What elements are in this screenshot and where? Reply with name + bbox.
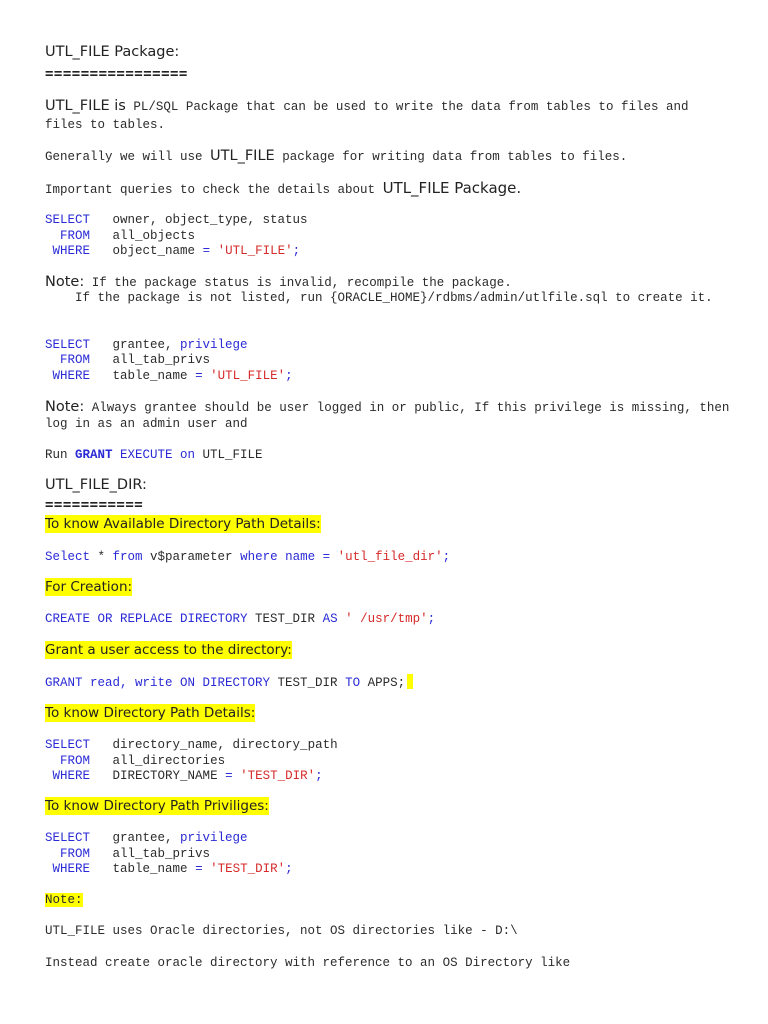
q2-select-line <box>45 337 248 353</box>
note2-line-2: log in as an admin user and <box>45 417 248 431</box>
keyword: from <box>112 550 143 564</box>
keyword: WHERE <box>52 369 91 383</box>
keyword: FROM <box>60 353 91 367</box>
tail-line-2: Instead create oracle directory with reference to an OS Directory like <box>45 956 571 970</box>
section-title-utl-file: UTL_FILE Package: <box>45 44 180 60</box>
note-label: Note: <box>45 274 85 290</box>
q4-line <box>45 611 435 627</box>
keyword: GRANT read, write ON DIRECTORY <box>45 676 271 690</box>
keyword: EXECUTE on <box>112 448 196 462</box>
semicolon: ; <box>292 244 301 258</box>
object-name: UTL_FILE <box>195 448 263 462</box>
operator: = <box>187 862 211 876</box>
intro-emphasis: UTL_FILE is <box>45 98 126 114</box>
semicolon: ; <box>285 369 293 383</box>
tail-line-1: UTL_FILE uses Oracle directories, not OS directories like - D:\ <box>45 924 518 938</box>
operator: = <box>217 769 241 783</box>
string-literal: 'UTL_FILE' <box>217 244 293 258</box>
run-text: Run <box>45 448 76 462</box>
keyword: privilege <box>180 338 248 352</box>
q6-where-line <box>45 768 323 784</box>
string-literal: 'utl_file_dir' <box>330 550 443 564</box>
semicolon: ; <box>315 769 323 783</box>
section-rule: ================ <box>45 66 188 82</box>
table: all_tab_privs <box>112 847 211 861</box>
note-text: Always grantee should be user logged in or public, If this privilege is missing, then <box>84 401 730 415</box>
keyword: WHERE <box>52 769 91 783</box>
note3-line <box>45 892 83 908</box>
string-literal: 'TEST_DIR' <box>210 862 286 876</box>
operator: = <box>195 244 218 258</box>
general-emphasis: UTL_FILE <box>210 148 275 164</box>
string-literal: 'UTL_FILE' <box>210 369 286 383</box>
operator: * <box>90 550 113 564</box>
highlighted-heading: To know Directory Path Priviliges: <box>45 798 269 814</box>
heading-path-details <box>45 705 255 722</box>
important-emphasis: UTL_FILE Package. <box>382 179 522 197</box>
heading-available-path <box>45 516 321 533</box>
directory-name: TEST_DIR <box>270 676 346 690</box>
intro-line-1 <box>45 98 688 115</box>
important-text: Important queries to check the details about <box>45 183 383 197</box>
q3-line <box>45 549 450 565</box>
q1-where-line <box>45 243 300 259</box>
q6-from-line <box>45 753 225 769</box>
keyword: SELECT <box>45 338 91 352</box>
q1-from-line <box>45 228 195 244</box>
heading-grant-access <box>45 642 292 659</box>
column: table_name <box>112 862 188 876</box>
highlighted-heading: To know Directory Path Details: <box>45 705 256 721</box>
heading-for-creation <box>45 579 132 596</box>
keyword: CREATE OR REPLACE DIRECTORY <box>45 612 248 626</box>
general-text-a: Generally we will use <box>45 150 211 164</box>
general-text-c: package for writing data from tables to files. <box>274 150 628 164</box>
q2-where-line <box>45 368 293 384</box>
keyword: TO <box>345 676 361 690</box>
highlighted-heading: Grant a user access to the directory: <box>45 642 292 658</box>
string-literal: 'TEST_DIR' <box>240 769 316 783</box>
text-cursor <box>407 674 413 689</box>
keyword: where name = <box>240 550 331 564</box>
q6-select-line <box>45 737 338 753</box>
section-title-utl-file-dir: UTL_FILE_DIR: <box>45 477 147 493</box>
columns: owner, object_type, status <box>112 213 308 227</box>
q1-select-line <box>45 212 308 228</box>
keyword: Select <box>45 550 91 564</box>
operator: = <box>187 369 211 383</box>
keyword: FROM <box>60 754 91 768</box>
important-line <box>45 180 521 198</box>
keyword: FROM <box>60 847 91 861</box>
highlighted-heading: To know Available Directory Path Details: <box>45 516 321 532</box>
column: DIRECTORY_NAME <box>112 769 218 783</box>
note1-line-2: If the package is not listed, run {ORACLE_HOME}/rdbms/admin/utlfile.sql to create it. <box>45 291 713 305</box>
grantee-name: APPS; <box>360 676 406 690</box>
general-line <box>45 148 627 165</box>
q7-from-line <box>45 846 210 862</box>
highlighted-heading: For Creation: <box>45 579 133 595</box>
q5-line <box>45 674 413 691</box>
q7-where-line <box>45 861 293 877</box>
columns: grantee, <box>112 338 181 352</box>
semicolon: ; <box>285 862 293 876</box>
table: all_objects <box>112 229 196 243</box>
heading-path-privileges <box>45 798 269 815</box>
column: table_name <box>112 369 188 383</box>
keyword: AS <box>322 612 338 626</box>
column: object_name <box>112 244 196 258</box>
keyword: FROM <box>60 229 91 243</box>
directory-name: TEST_DIR <box>247 612 323 626</box>
table: v$parameter <box>142 550 241 564</box>
keyword: privilege <box>180 831 248 845</box>
note2-line-1 <box>45 399 729 416</box>
keyword: WHERE <box>52 862 91 876</box>
semicolon: ; <box>442 550 451 564</box>
intro-line-2: files to tables. <box>45 118 166 132</box>
table: all_tab_privs <box>112 353 211 367</box>
keyword: GRANT <box>75 448 113 462</box>
string-literal: ' /usr/tmp' <box>337 612 428 626</box>
intro-text: PL/SQL Package that can be used to write the data from tables to files and <box>125 100 689 114</box>
q7-select-line <box>45 830 248 846</box>
keyword: SELECT <box>45 213 91 227</box>
section-rule: =========== <box>45 497 144 513</box>
keyword: WHERE <box>52 244 91 258</box>
columns: grantee, <box>112 831 181 845</box>
semicolon: ; <box>427 612 436 626</box>
note-text: If the package status is invalid, recompile the package. <box>84 276 512 290</box>
highlighted-note-label: Note: <box>45 893 83 907</box>
note-label: Note: <box>45 399 85 415</box>
keyword: SELECT <box>45 738 91 752</box>
q2-from-line <box>45 352 210 368</box>
table: all_directories <box>112 754 226 768</box>
note1-line-1 <box>45 274 512 291</box>
keyword: SELECT <box>45 831 91 845</box>
run-grant-line <box>45 447 263 463</box>
columns: directory_name, directory_path <box>112 738 338 752</box>
